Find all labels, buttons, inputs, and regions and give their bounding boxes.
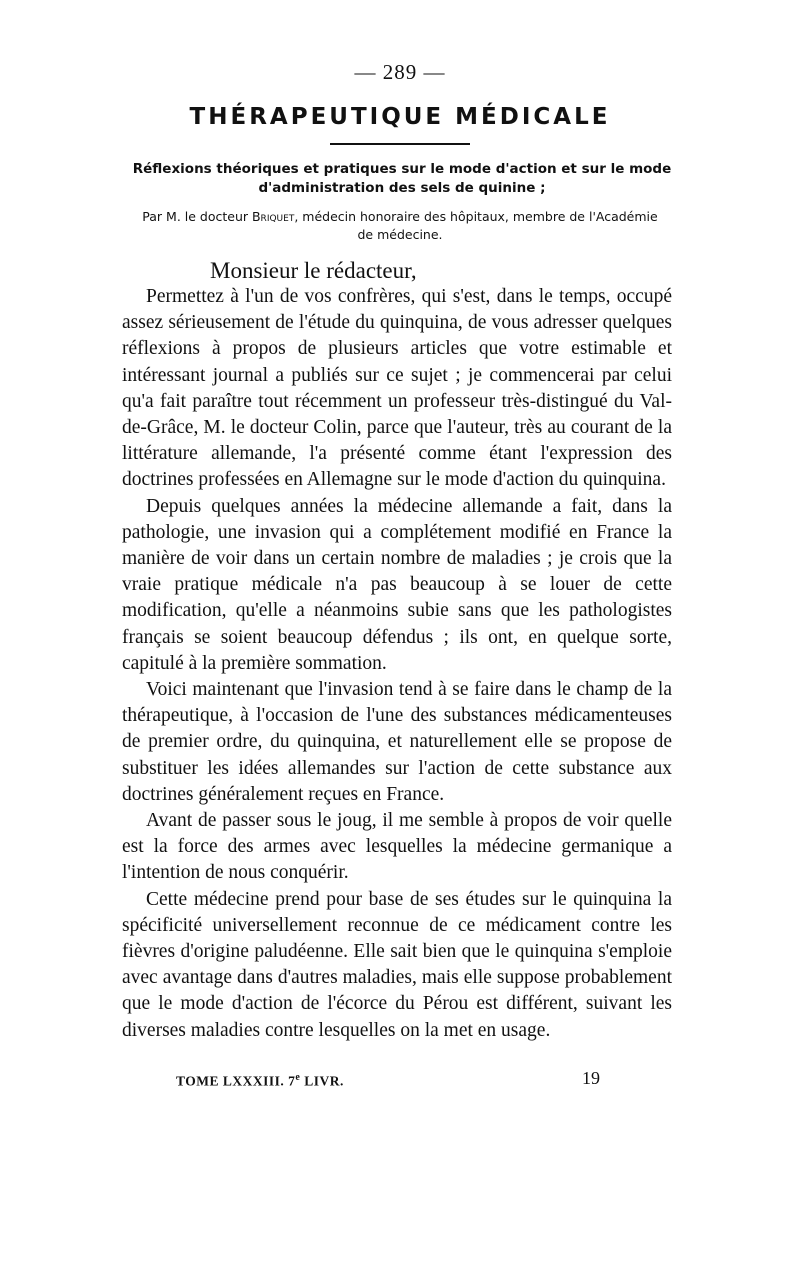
sheet-number: 19 — [582, 1068, 600, 1088]
paragraph: Permettez à l'un de vos confrères, qui s'est, dans le temps, occupé assez sérieusement de l'étude du quinquina, de vous adresser quelques réflexions à propos de plusieurs articles que votre estimable et intéressant journal a publiés sur ce sujet ; je commencerai par celui qu'a fait paraître tout récemment un professeur très-distingué du Val-de-Grâce, M. le docteur Colin, parce que l'auteur, très au courant de la littérature allemande, l'a présenté comme étant l'expression des doctrines professées en Allemagne sur le mode d'action du quinquina. — [122, 286, 672, 491]
article-title: Réflexions théoriques et pratiques sur le mode d'action et sur le mode d'administration des sels de quinine ; — [132, 161, 672, 196]
livraison-label: LIVR. — [300, 1073, 344, 1089]
livraison-superscript: e — [295, 1072, 301, 1083]
byline-prefix: Par M. le docteur — [142, 209, 252, 224]
article-body — [122, 284, 672, 1044]
byline-author: Briquet — [251, 209, 295, 224]
section-title: THÉRAPEUTIQUE MÉDICALE — [189, 104, 611, 130]
paragraph: Depuis quelques années la médecine allemande a fait, dans la pathologie, une invasion qui a complétement modifié en France la manière de voir dans un certain nombre de maladies ; je crois que la vraie pratique médicale n'a pas beaucoup à se louer de cette modification, qu'elle a néanmoins subie sans que les pathologistes français se soient beaucoup défendus ; ils ont, en quelque sorte, capitulé à la première sommation. — [122, 495, 672, 674]
paragraph: Avant de passer sous le joug, il me semble à propos de voir quelle est la force des armes avec lesquelles la médecine germanique a l'intention de nous conquérir. — [122, 810, 672, 884]
page-number: — 289 — — [354, 60, 446, 84]
title-rule — [330, 143, 470, 145]
volume-signature — [176, 1072, 344, 1090]
volume-tome: TOME LXXXIII. 7 — [176, 1073, 296, 1089]
byline — [140, 208, 660, 244]
paragraph: Cette médecine prend pour base de ses études sur le quinquina la spécificité universellement reconnue de ce médicament contre les fièvres d'origine paludéenne. Elle sait bien que le quinquina s'emploie avec avantage dans d'autres maladies, mais elle suppose probablement que le mode d'action de l'écorce du Pérou est différent, suivant les diverses maladies contre lesquelles on la met en usage. — [122, 888, 672, 1041]
salutation: Monsieur le rédacteur, — [210, 258, 417, 283]
paragraph: Voici maintenant que l'invasion tend à se faire dans le champ de la thérapeutique, à l'occasion de l'une des substances médicamenteuses de premier ordre, du quinquina, et naturellement elle se propose de substituer les idées allemandes sur l'action de cette substance aux doctrines généralement reçues en France. — [122, 679, 672, 805]
byline-suffix: , médecin honoraire des hôpitaux, membre de l'Académie de médecine. — [294, 209, 658, 242]
